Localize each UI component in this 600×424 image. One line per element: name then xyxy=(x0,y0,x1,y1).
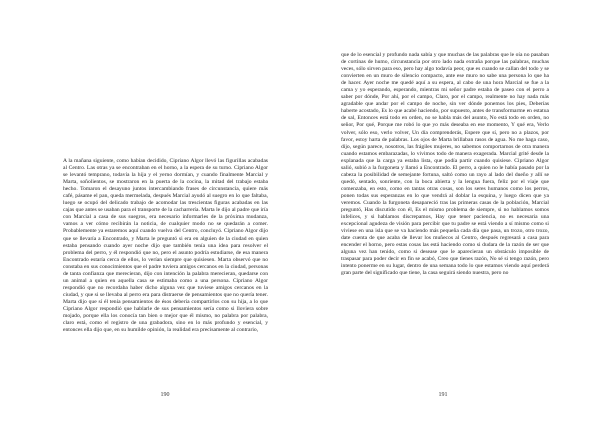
left-page-paragraph: A la mañana siguiente, como habían decidido, Cipriano Algor llevó las figurillas acabadas al Centro. Las otras ya se encontraban en el horno, a la espera de su turno. Cipriano Algor se levantó temprano, todavía la hija y el yerno dormían, y cuando finalmente Marcial y Marta, soñolientos, se mostraron en la puerta de la cocina, la mitad del trabajo estaba hecho. Tomaron el desayuno juntos intercambiando frases de circunstancia, quiere más café, pásame el pan, queda mermelada, después Marcial ayudó al suegro en lo que faltaba, luego se ocupó del delicado trabajo de acomodar las trescientas figuras acabadas en las cajas que antes se usaban para el transporte de la cacharrería. Marta le dijo al padre que iría con Marcial a casa de sus suegros, era necesario informarles de la próxima mudanza, vamos a ver cómo recibirán la noticia, de cualquier modo no se quedarán a comer. Probablemente ya estaremos aquí cuando vuelva del Centro, concluyó. Cipriano Algor dijo que se llevaría a Encontrado, y Marta le preguntó si era en alguien de la ciudad en quien estaba pensando cuando ayer noche dijo que también tenía una idea para resolver el problema del perro, y él respondió que no, pero el asunto podría estudiarse, de esa manera Encontrado estaría cerca de ellos, lo verían siempre que quisiesen. Marta observó que no constaba en sus conocimientos que el padre tuviera amigos cercanos en la ciudad, personas de tanta confianza que merecieran, dijo con intención la palabra merecieran, quedarse con un animal a quien en aquella casa se estimaba como a una persona. Cipriano Algor respondió que no recordaba haber dicho alguna vez que tuviese amigos cercanos en la ciudad, y que si se llevaba al perro era para distraerse de pensamientos que no quería tener. Marta dijo que sí él tenía pensamientos de ésos debería compartirlos con su hija, a lo que Cipriano Algor respondió que hablarle de sus pensamientos sería como si lloviera sobre mojado, porque ella los conocía tan bien o mejor que él mismo, no palabra por palabra, claro está, como el registro de una grabadora, sino en lo más profundo y esencial, y entonces ella dijo que, en su humilde opinión, la realidad era precisamente al contrario, xyxy=(63,158,268,334)
right-page-paragraph: que de lo esencial y profundo nada sabía y que muchas de las palabras que le oía no pasaban de cortinas de humo, circunstancia por otro lado nada extraña porque las palabras, muchas veces, sólo sirven para eso, pero hay algo todavía peor, que es cuando se callan del todo y se convierten en un muro de silencio compacto, ante ese muro no sabe una persona lo que ha de hacer. Ayer noche me quedé aquí a su espera, al cabo de una hora Marcial se fue a la cama y yo esperando, esperando, mientras mi señor padre estaba de paseo con el perro a saber por dónde, Por ahí, por el campo, Claro, por el campo, realmente no hay nada más agradable que andar por el campo de noche, sin ver dónde ponemos los pies, Deberías haberte acostado, Es lo que acabé haciendo, por supuesto, antes de transformarme en estatua de sal, Entonces está todo en orden, no se habla más del asunto, No está todo en orden, no señor, Por qué, Porque me robó lo que yo más deseaba en ese momento, Y qué era, Verlo volver, sólo eso, verlo volver, Un día comprenderás, Espere que sí, pero no a plazos, por favor, estoy harta de palabras. Los ojos de Marta brillaban rasos de agua. No me haga caso, dijo, según parece, nosotros, las frágiles mujeres, no sabemos comportarnos de otra manera cuando estamos embarazadas, lo vivimos todo de manera exagerada. Marcial grité desde la explanada que la carga ya estaba lista, que podía partir cuando quisiese. Cipriano Algor salió, subió a la furgoneta y llamó a Encontrado. El perro, a quien no le había pasado por la cabeza la posibilidad de semejante fortuna, saltó como un rayo al lado del dueño y allí se quedó, sentado, sonriente, con la boca abierta y la lengua fuera, feliz por el viaje que comenzaba, en esto, como en tantas otras cosas, son los seres humanos como los perros, ponen todas sus esperanzas en lo que vendrá al doblar la esquina, y luego dicen que ya veremos. Cuando la furgoneta desapareció tras las primeras casas de la población, Marcial preguntó, Has discutido con él, Es el mismo problema de siempre, si no hablamos somos infelices, y si hablamos discrepamos, Hay que tener paciencia, no es necesaria una excepcional agudeza de visión para percibir que tu padre se está viendo a sí mismo como si viviese en una isla que se va haciendo más pequeña cada día que pasa, un trozo, otro trozo, date cuenta de que acaba de llevar los muñecos al Centro, después regresará a casa para encender el horno, pero estas cosas las está haciendo como si dudara de la razón de ser que alguna vez han tenido, como si desease que le aparecieran un obstáculo imposible de traspasar para poder decir en fin se acabó, Creo que tienes razón, No sé si tengo razón, pero intento ponerme en su lugar, dentro de una semana todo lo que estamos viendo aquí perderá gran parte del significado que tiene, la casa seguirá siendo nuestra, pero no xyxy=(341,52,549,277)
left-page-number: 190 xyxy=(160,392,170,398)
left-page-text xyxy=(63,158,268,334)
right-page-text xyxy=(341,52,549,278)
right-page-number: 191 xyxy=(438,392,448,398)
right-page xyxy=(300,0,600,424)
